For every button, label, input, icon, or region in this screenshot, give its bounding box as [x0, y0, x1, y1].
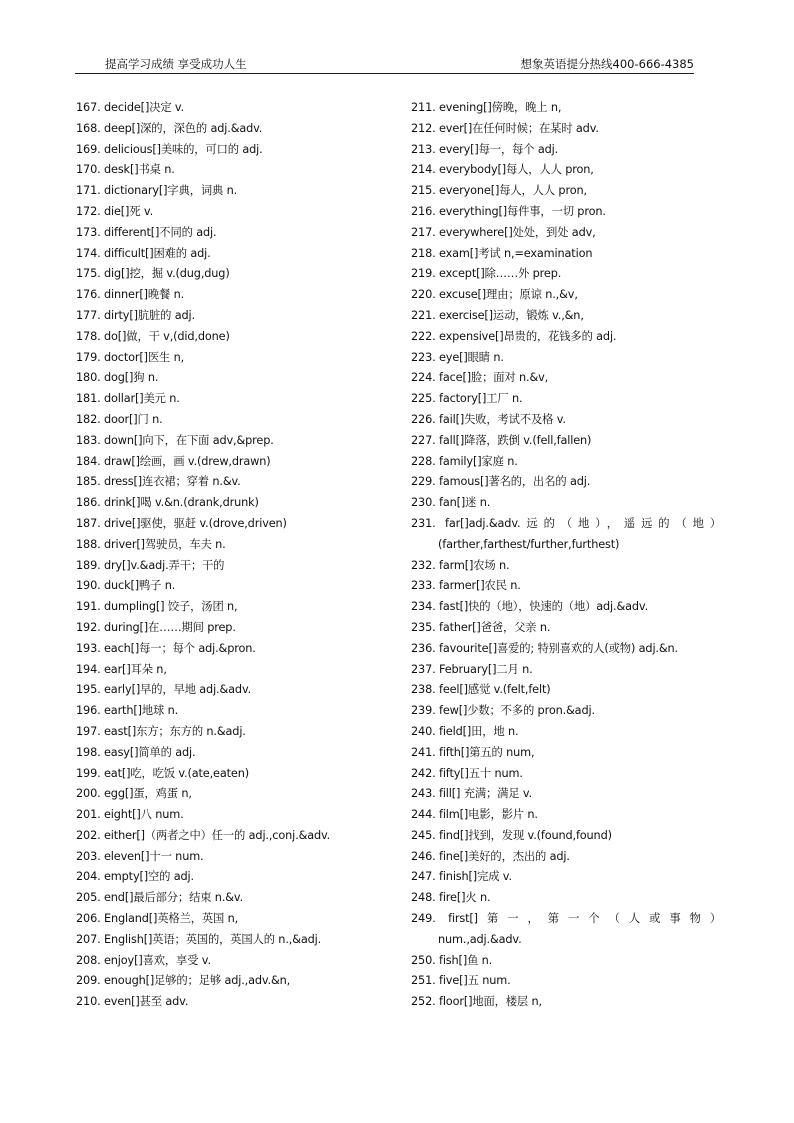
vocab-entry: 243. fill[] 充满；满足 v.: [411, 787, 533, 801]
vocab-entry: 216. everything[]每件事，一切 pron.: [411, 204, 606, 218]
vocabulary-column-right: [411, 98, 721, 1013]
vocab-entry-continuation: num.,adj.&adv.: [438, 932, 522, 946]
vocab-entry: 202. either[]（两者之中）任一的 adj.,conj.&adv.: [76, 828, 331, 842]
vocab-entry-continuation: (farther,farthest/further,furthest): [438, 537, 620, 551]
vocab-entry: 213. every[]每一，每个 adj.: [411, 142, 559, 156]
vocab-entry: 211. evening[]傍晚，晚上 n,: [411, 101, 562, 114]
vocab-entry: 198. easy[]简单的 adj.: [76, 745, 196, 759]
vocab-entry: 221. exercise[]运动，锻炼 v.,&n,: [411, 308, 584, 322]
vocab-entry: 237. February[]二月 n.: [411, 662, 533, 676]
vocab-entry: 175. dig[]挖，掘 v.(dug,dug): [76, 267, 230, 281]
vocab-entry: 174. difficult[]困难的 adj.: [76, 246, 211, 260]
vocab-entry: 248. fire[]火 n.: [411, 891, 491, 905]
vocab-entry: 190. duck[]鸭子 n.: [76, 579, 176, 593]
vocab-entry: 193. each[]每一；每个 adj.&pron.: [76, 641, 256, 655]
vocab-entry: 184. draw[]绘画，画 v.(drew,drawn): [76, 454, 271, 468]
vocab-entry: 176. dinner[]晚餐 n.: [76, 288, 185, 302]
vocab-entry: 214. everybody[]每人，人人 pron,: [411, 163, 594, 177]
vocab-entry: 238. feel[]感觉 v.(felt,felt): [411, 683, 551, 697]
vocab-entry: 179. doctor[]医生 n,: [76, 350, 185, 364]
vocab-entry: 194. ear[]耳朵 n,: [76, 662, 167, 676]
vocab-entry: 181. dollar[]美元 n.: [76, 392, 180, 406]
vocabulary-column-left: [76, 98, 376, 1013]
vocab-entry: 208. enjoy[]喜欢，享受 v.: [76, 953, 211, 967]
vocab-entry: 222. expensive[]昂贵的，花钱多的 adj.: [411, 329, 617, 343]
vocab-entry: 215. everyone[]每人，人人 pron,: [411, 184, 587, 198]
vocab-entry: 223. eye[]眼睛 n.: [411, 350, 504, 364]
vocab-entry: 234. fast[]快的（地），快速的（地）adj.&adv.: [411, 600, 649, 614]
vocab-entry: 250. fish[]鱼 n.: [411, 953, 493, 967]
vocab-entry: 205. end[]最后部分；结束 n.&v.: [76, 891, 244, 905]
vocab-entry: 203. eleven[]十一 num.: [76, 849, 204, 863]
vocab-entry: 167. decide[]决定 v.: [76, 101, 185, 114]
vocab-entry: 209. enough[]足够的；足够 adj.,adv.&n,: [76, 974, 291, 988]
vocab-entry-line: 231. far[]adj.&adv.远的（地），遥远的（地）: [411, 516, 721, 530]
vocab-entry: 233. farmer[]农民 n.: [411, 579, 521, 593]
vocab-entry: 210. even[]甚至 adv.: [76, 995, 189, 1009]
vocab-entry: 251. five[]五 num.: [411, 974, 511, 988]
vocab-entry: 177. dirty[]肮脏的 adj.: [76, 308, 195, 322]
vocab-entry: 229. famous[]著名的，出名的 adj.: [411, 475, 591, 489]
vocab-entry: 180. dog[]狗 n.: [76, 371, 159, 385]
vocab-entry: 239. few[]少数；不多的 pron.&adj.: [411, 704, 595, 718]
vocab-entry: 185. dress[]连衣裙；穿着 n.&v.: [76, 475, 241, 489]
vocab-entry: 244. film[]电影，影片 n.: [411, 808, 538, 822]
vocab-entry: 240. field[]田，地 n.: [411, 724, 519, 738]
vocab-entry: 172. die[]死 v.: [76, 204, 154, 218]
vocab-entry: 183. down[]向下，在下面 adv,&prep.: [76, 433, 274, 447]
vocab-entry: 178. do[]做，干 v,(did,done): [76, 329, 230, 343]
vocab-entry: 195. early[]早的，早地 adj.&adv.: [76, 683, 252, 697]
vocab-entry: 226. fail[]失败，考试不及格 v.: [411, 412, 566, 426]
vocab-entry: 236. favourite[]喜爱的; 特别喜欢的人(或物) adj.&n.: [411, 641, 678, 655]
vocab-entry: 168. deep[]深的，深色的 adj.&adv.: [76, 121, 263, 135]
vocab-entry: 228. family[]家庭 n.: [411, 454, 518, 468]
vocab-entry: 245. find[]找到，发现 v.(found,found): [411, 828, 612, 842]
vocab-entry: 225. factory[]工厂 n.: [411, 392, 523, 406]
vocab-entry: 207. English[]英语；英国的，英国人的 n.,&adj.: [76, 932, 322, 946]
vocab-entry: 186. drink[]喝 v.&n.(drank,drunk): [76, 496, 259, 510]
vocab-entry: 187. drive[]驱使，驱赶 v.(drove,driven): [76, 516, 287, 530]
vocab-entry: 217. everywhere[]处处，到处 adv,: [411, 225, 596, 239]
vocab-entry: 188. driver[]驾驶员，车夫 n.: [76, 537, 226, 551]
vocab-entry: 199. eat[]吃，吃饭 v.(ate,eaten): [76, 766, 249, 780]
vocab-entry: 192. during[]在……期间 prep.: [76, 620, 236, 634]
header-hotline: 想象英语提分热线400-666-4385: [520, 57, 694, 71]
vocab-entry: 197. east[]东方；东方的 n.&adj.: [76, 724, 246, 738]
vocab-entry: 220. excuse[]理由；原谅 n.,&v,: [411, 288, 578, 302]
vocab-entry: 189. dry[]v.&adj.弄干；干的: [76, 558, 225, 572]
vocab-entry-multiline: [411, 514, 721, 556]
header-slogan: 提高学习成绩 享受成功人生: [105, 57, 247, 71]
vocab-entry: 204. empty[]空的 adj.: [76, 870, 194, 884]
page-header: [75, 56, 694, 74]
vocab-entry: 169. delicious[]美味的，可口的 adj.: [76, 142, 263, 156]
vocab-entry: 201. eight[]八 num.: [76, 808, 184, 822]
vocab-entry: 246. fine[]美好的，杰出的 adj.: [411, 849, 570, 863]
vocab-entry: 252. floor[]地面，楼层 n,: [411, 995, 542, 1009]
vocab-entry: 182. door[]门 n.: [76, 412, 163, 426]
vocab-entry: 191. dumpling[] 饺子，汤团 n,: [76, 600, 238, 614]
vocab-entry: 247. finish[]完成 v.: [411, 870, 512, 884]
vocab-entry: 242. fifty[]五十 num.: [411, 766, 523, 780]
vocab-entry: 219. except[]除……外 prep.: [411, 267, 562, 281]
vocab-entry: 170. desk[]书桌 n.: [76, 163, 175, 177]
vocab-entry: 241. fifth[]第五的 num,: [411, 745, 535, 759]
vocab-entry: 171. dictionary[]字典，词典 n.: [76, 184, 238, 198]
vocab-entry-line: 249. first[]第一，第一个（人或事物）: [411, 912, 721, 926]
vocab-entry: 224. face[]脸；面对 n.&v,: [411, 371, 549, 385]
vocab-entry: 227. fall[]降落，跌倒 v.(fell,fallen): [411, 433, 592, 447]
vocab-entry: 196. earth[]地球 n.: [76, 704, 179, 718]
vocab-entry: 230. fan[]迷 n.: [411, 496, 491, 510]
vocab-entry: 200. egg[]蛋，鸡蛋 n,: [76, 787, 192, 801]
vocab-entry: 173. different[]不同的 adj.: [76, 225, 217, 239]
vocab-entry: 235. father[]爸爸，父亲 n.: [411, 620, 551, 634]
vocab-entry: 232. farm[]农场 n.: [411, 558, 510, 572]
vocab-entry-multiline: [411, 909, 721, 951]
vocab-entry: 218. exam[]考试 n,=examination: [411, 246, 593, 260]
vocab-entry: 212. ever[]在任何时候；在某时 adv.: [411, 121, 599, 135]
vocab-entry: 206. England[]英格兰，英国 n,: [76, 912, 239, 926]
